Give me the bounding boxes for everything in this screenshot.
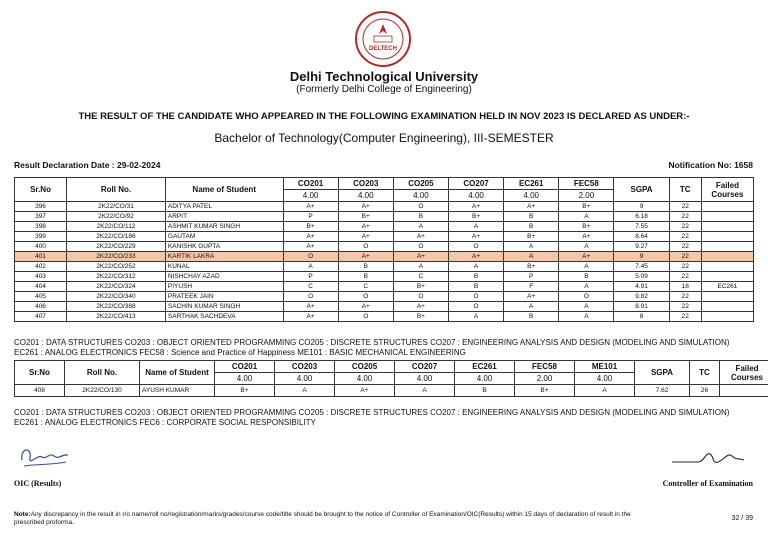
course-code: CO205 xyxy=(335,361,395,373)
course-credit: 4.00 xyxy=(504,190,559,202)
student-name-cell: KANISHK GUPTA xyxy=(165,242,283,252)
course-code: CO205 xyxy=(393,178,448,190)
header-sgpa: SGPA xyxy=(614,178,669,202)
grade-cell: P xyxy=(283,272,338,282)
grade-cell: A xyxy=(559,302,614,312)
roll-no-cell: 2K22/CO/112 xyxy=(67,222,166,232)
sgpa-cell: 9.27 xyxy=(614,242,669,252)
student-name-cell: ADITYA PATEL xyxy=(165,202,283,212)
sgpa-cell: 9 xyxy=(614,252,669,262)
course-credit: 4.00 xyxy=(393,190,448,202)
grade-cell: O xyxy=(448,302,503,312)
tc-cell: 22 xyxy=(669,302,701,312)
roll-no-cell: 2K22/CO/31 xyxy=(67,202,166,212)
course-code: EC261 xyxy=(455,361,515,373)
grade-cell: B xyxy=(504,222,559,232)
sgpa-cell: 9.82 xyxy=(614,292,669,302)
grade-cell: B xyxy=(393,212,448,222)
roll-no-cell: 2K22/CO/233 xyxy=(67,252,166,262)
table-row xyxy=(15,282,754,292)
grade-cell: A+ xyxy=(283,242,338,252)
grade-cell: A xyxy=(448,312,503,322)
grade-cell: C xyxy=(283,282,338,292)
grade-cell: C xyxy=(338,282,393,292)
failed-courses-cell xyxy=(701,242,753,252)
grade-cell: B xyxy=(455,385,515,397)
roll-no-cell: 2K22/CO/252 xyxy=(67,262,166,272)
student-name-cell: AYUSH KUMAR xyxy=(140,385,215,397)
tc-cell: 22 xyxy=(669,232,701,242)
failed-courses-cell xyxy=(701,262,753,272)
tc-cell: 22 xyxy=(669,242,701,252)
grade-cell: B+ xyxy=(504,262,559,272)
grade-cell: A+ xyxy=(393,232,448,242)
course-legend-main: CO201 : DATA STRUCTURES CO203 : OBJECT ORIENTED PROGRAMMING CO205 : DISCRETE STRUCTURES CO207 : ENGINEERING ANALYSIS AND DESIGN (MODELING AND SIMULATION) EC261 : ANALOG ELECTRONICS FEC58 : Science and Practice of Happiness ME101 : BASIC MECHANICAL ENGINEERING xyxy=(14,338,730,357)
sgpa-cell: 9 xyxy=(614,202,669,212)
grade-cell: P xyxy=(283,212,338,222)
grade-cell: A xyxy=(395,385,455,397)
grade-cell: A xyxy=(393,262,448,272)
grade-cell: A+ xyxy=(338,222,393,232)
course-credit: 4.00 xyxy=(338,190,393,202)
grade-cell: A xyxy=(559,262,614,272)
course-code: CO201 xyxy=(283,178,338,190)
failed-courses-cell xyxy=(701,312,753,322)
grade-cell: A xyxy=(559,212,614,222)
course-code: CO207 xyxy=(395,361,455,373)
svg-text:DELTECH: DELTECH xyxy=(369,46,397,52)
grade-cell: A+ xyxy=(448,202,503,212)
controller-of-examination-label: Controller of Examination xyxy=(662,479,753,488)
grade-cell: O xyxy=(283,292,338,302)
grade-cell: O xyxy=(559,292,614,302)
grade-cell: A+ xyxy=(504,202,559,212)
header-tc: TC xyxy=(690,361,720,385)
roll-no-cell: 2K22/CO/312 xyxy=(67,272,166,282)
student-name-cell: KARTIK LAKRA xyxy=(165,252,283,262)
header-rollno: Roll No. xyxy=(65,361,140,385)
grade-cell: A xyxy=(575,385,635,397)
failed-courses-cell: EC261 xyxy=(701,282,753,292)
tc-cell: 22 xyxy=(669,312,701,322)
grade-cell: A+ xyxy=(283,312,338,322)
table-row xyxy=(15,292,754,302)
page-number: 32 / 39 xyxy=(731,515,753,522)
result-table-secondary xyxy=(14,360,768,397)
tc-cell: 18 xyxy=(669,282,701,292)
grade-cell: A+ xyxy=(393,302,448,312)
roll-no-cell: 2K22/CO/92 xyxy=(67,212,166,222)
header-sgpa: SGPA xyxy=(635,361,690,385)
failed-courses-cell xyxy=(701,232,753,242)
sr-no-cell: 400 xyxy=(15,242,67,252)
table-row xyxy=(15,222,754,232)
grade-cell: B+ xyxy=(393,312,448,322)
header-student-name: Name of Student xyxy=(140,361,215,385)
grade-cell: A xyxy=(559,312,614,322)
student-name-cell: SARTHAK SACHDEVA xyxy=(165,312,283,322)
tc-cell: 22 xyxy=(669,292,701,302)
tc-cell: 22 xyxy=(669,252,701,262)
grade-cell: B xyxy=(338,272,393,282)
grade-cell: B xyxy=(504,312,559,322)
student-name-cell: PIYUSH xyxy=(165,282,283,292)
tc-cell: 22 xyxy=(669,262,701,272)
university-name: Delhi Technological University xyxy=(289,69,479,84)
course-code: FEC58 xyxy=(515,361,575,373)
grade-cell: A xyxy=(275,385,335,397)
grade-cell: B+ xyxy=(283,222,338,232)
grade-cell: B+ xyxy=(448,212,503,222)
grade-cell: A xyxy=(559,242,614,252)
sgpa-cell: 8.64 xyxy=(614,232,669,242)
course-code: CO203 xyxy=(338,178,393,190)
course-credit: 4.00 xyxy=(448,190,503,202)
student-name-cell: ARPIT xyxy=(165,212,283,222)
failed-courses-cell xyxy=(701,212,753,222)
course-credit: 2.00 xyxy=(515,373,575,385)
grade-cell: C xyxy=(393,272,448,282)
sgpa-cell: 4.91 xyxy=(614,282,669,292)
failed-courses-cell xyxy=(720,385,768,397)
sr-no-cell: 407 xyxy=(15,312,67,322)
failed-courses-cell xyxy=(701,292,753,302)
oic-signature-icon xyxy=(16,442,76,472)
grade-cell: A+ xyxy=(559,232,614,242)
sr-no-cell: 401 xyxy=(15,252,67,262)
course-legend-secondary: CO201 : DATA STRUCTURES CO203 : OBJECT ORIENTED PROGRAMMING CO205 : DISCRETE STRUCTURES CO207 : ENGINEERING ANALYSIS AND DESIGN (MODELING AND SIMULATION) EC261 : ANALOG ELECTRONICS FEC6 : CORPORATE SOCIAL RESPONSIBILITY xyxy=(14,408,730,427)
student-name-cell: PRATEEK JAIN xyxy=(165,292,283,302)
grade-cell: B+ xyxy=(504,232,559,242)
header-rollno: Roll No. xyxy=(67,178,166,202)
grade-cell: B xyxy=(504,212,559,222)
note-label: Note: xyxy=(14,511,31,518)
sr-no-cell: 399 xyxy=(15,232,67,242)
grade-cell: O xyxy=(338,242,393,252)
grade-cell: O xyxy=(393,202,448,212)
tc-cell: 22 xyxy=(669,212,701,222)
roll-no-cell: 2K22/CO/130 xyxy=(65,385,140,397)
sr-no-cell: 404 xyxy=(15,282,67,292)
student-name-cell: SACHIN KUMAR SINGH xyxy=(165,302,283,312)
grade-cell: O xyxy=(393,242,448,252)
course-code: ME101 xyxy=(575,361,635,373)
failed-courses-cell xyxy=(701,222,753,232)
tc-cell: 26 xyxy=(690,385,720,397)
grade-cell: A xyxy=(393,222,448,232)
grade-cell: A+ xyxy=(283,232,338,242)
header-failed-courses: Failed Courses xyxy=(720,361,768,385)
course-code: CO207 xyxy=(448,178,503,190)
sr-no-cell: 398 xyxy=(15,222,67,232)
grade-cell: A+ xyxy=(338,302,393,312)
roll-no-cell: 2K22/CO/324 xyxy=(67,282,166,292)
failed-courses-cell xyxy=(701,202,753,212)
table-row xyxy=(15,385,768,397)
sr-no-cell: 402 xyxy=(15,262,67,272)
tc-cell: 22 xyxy=(669,202,701,212)
student-name-cell: NISHCHAY AZAD xyxy=(165,272,283,282)
student-name-cell: GAUTAM xyxy=(165,232,283,242)
grade-cell: O xyxy=(448,292,503,302)
programme-title: Bachelor of Technology(Computer Engineering), III-SEMESTER xyxy=(214,131,554,145)
course-credit: 4.00 xyxy=(215,373,275,385)
grade-cell: A xyxy=(448,222,503,232)
course-code: EC261 xyxy=(504,178,559,190)
course-code: CO201 xyxy=(215,361,275,373)
grade-cell: B+ xyxy=(393,282,448,292)
tc-cell: 22 xyxy=(669,222,701,232)
grade-cell: O xyxy=(448,242,503,252)
grade-cell: A+ xyxy=(448,232,503,242)
sgpa-cell: 5.09 xyxy=(614,272,669,282)
grade-cell: B xyxy=(448,272,503,282)
roll-no-cell: 2K22/CO/413 xyxy=(67,312,166,322)
grade-cell: B xyxy=(448,282,503,292)
sgpa-cell: 6.18 xyxy=(614,212,669,222)
result-table-main xyxy=(14,177,754,322)
sr-no-cell: 397 xyxy=(15,212,67,222)
grade-cell: B xyxy=(559,272,614,282)
grade-cell: A+ xyxy=(283,202,338,212)
grade-cell: A xyxy=(504,252,559,262)
failed-courses-cell xyxy=(701,252,753,262)
controller-signature-icon xyxy=(668,446,748,472)
grade-cell: O xyxy=(338,312,393,322)
grade-cell: A+ xyxy=(335,385,395,397)
grade-cell: B xyxy=(338,262,393,272)
grade-cell: A+ xyxy=(559,252,614,262)
grade-cell: B+ xyxy=(215,385,275,397)
grade-cell: A+ xyxy=(504,292,559,302)
grade-cell: A xyxy=(504,302,559,312)
table-header-row xyxy=(15,361,768,373)
course-credit: 4.00 xyxy=(395,373,455,385)
note-text: Any discrepancy in the result in r/o name/roll no/registration/marks/grades/course code/title should be brought to the notice of Controller of Examination/OIC(Results) within 15 days of declaration of result in the prescribed proforma. xyxy=(14,511,631,526)
grade-cell: A+ xyxy=(393,252,448,262)
table-row xyxy=(15,252,754,262)
course-credit: 4.00 xyxy=(275,373,335,385)
sr-no-cell: 406 xyxy=(15,302,67,312)
notification-number: Notification No: 1658 xyxy=(668,160,753,170)
roll-no-cell: 2K22/CO/388 xyxy=(67,302,166,312)
table-row xyxy=(15,212,754,222)
table-row xyxy=(15,242,754,252)
grade-cell: O xyxy=(338,292,393,302)
table-row xyxy=(15,262,754,272)
grade-cell: B+ xyxy=(559,202,614,212)
course-credit: 4.00 xyxy=(283,190,338,202)
failed-courses-cell xyxy=(701,302,753,312)
sr-no-cell: 408 xyxy=(15,385,65,397)
sgpa-cell: 7.55 xyxy=(614,222,669,232)
grade-cell: A+ xyxy=(448,252,503,262)
student-name-cell: ASHMIT KUMAR SINGH xyxy=(165,222,283,232)
sgpa-cell: 8.91 xyxy=(614,302,669,312)
grade-cell: A+ xyxy=(338,202,393,212)
header-srno: Sr.No xyxy=(15,178,67,202)
header-student-name: Name of Student xyxy=(165,178,283,202)
grade-cell: A+ xyxy=(338,232,393,242)
tc-cell: 22 xyxy=(669,272,701,282)
grade-cell: O xyxy=(393,292,448,302)
table-row xyxy=(15,272,754,282)
student-name-cell: KUNAL xyxy=(165,262,283,272)
sgpa-cell: 7.62 xyxy=(635,385,690,397)
grade-cell: A xyxy=(283,262,338,272)
course-credit: 4.00 xyxy=(455,373,515,385)
result-declaration-date: Result Declaration Date : 29-02-2024 xyxy=(14,160,161,170)
grade-cell: B+ xyxy=(559,222,614,232)
grade-cell: A+ xyxy=(283,302,338,312)
university-logo xyxy=(354,10,412,68)
sgpa-cell: 8 xyxy=(614,312,669,322)
table-row xyxy=(15,202,754,212)
grade-cell: A xyxy=(559,282,614,292)
course-credit: 2.00 xyxy=(559,190,614,202)
university-former-name: (Formerly Delhi College of Engineering) xyxy=(296,84,472,95)
table-row xyxy=(15,232,754,242)
sr-no-cell: 405 xyxy=(15,292,67,302)
grade-cell: B+ xyxy=(338,212,393,222)
table-row xyxy=(15,312,754,322)
roll-no-cell: 2K22/CO/186 xyxy=(67,232,166,242)
course-credit: 4.00 xyxy=(575,373,635,385)
grade-cell: O xyxy=(283,252,338,262)
grade-cell: A+ xyxy=(338,252,393,262)
roll-no-cell: 2K22/CO/229 xyxy=(67,242,166,252)
grade-cell: A xyxy=(504,242,559,252)
grade-cell: B+ xyxy=(515,385,575,397)
sr-no-cell: 403 xyxy=(15,272,67,282)
header-srno: Sr.No xyxy=(15,361,65,385)
sgpa-cell: 7.45 xyxy=(614,262,669,272)
course-credit: 4.00 xyxy=(335,373,395,385)
result-declaration-statement: THE RESULT OF THE CANDIDATE WHO APPEARED IN THE FOLLOWING EXAMINATION HELD IN NOV 2023 IS DECLARED AS UNDER:- xyxy=(78,111,690,122)
header-tc: TC xyxy=(669,178,701,202)
header-failed-courses: Failed Courses xyxy=(701,178,753,202)
table-row xyxy=(15,302,754,312)
failed-courses-cell xyxy=(701,272,753,282)
roll-no-cell: 2K22/CO/340 xyxy=(67,292,166,302)
discrepancy-note xyxy=(14,511,654,527)
table-header-row xyxy=(15,178,754,190)
course-code: FEC58 xyxy=(559,178,614,190)
grade-cell: A xyxy=(448,262,503,272)
course-code: CO203 xyxy=(275,361,335,373)
grade-cell: P xyxy=(504,272,559,282)
oic-results-label: OIC (Results) xyxy=(14,479,62,488)
sr-no-cell: 396 xyxy=(15,202,67,212)
grade-cell: F xyxy=(504,282,559,292)
